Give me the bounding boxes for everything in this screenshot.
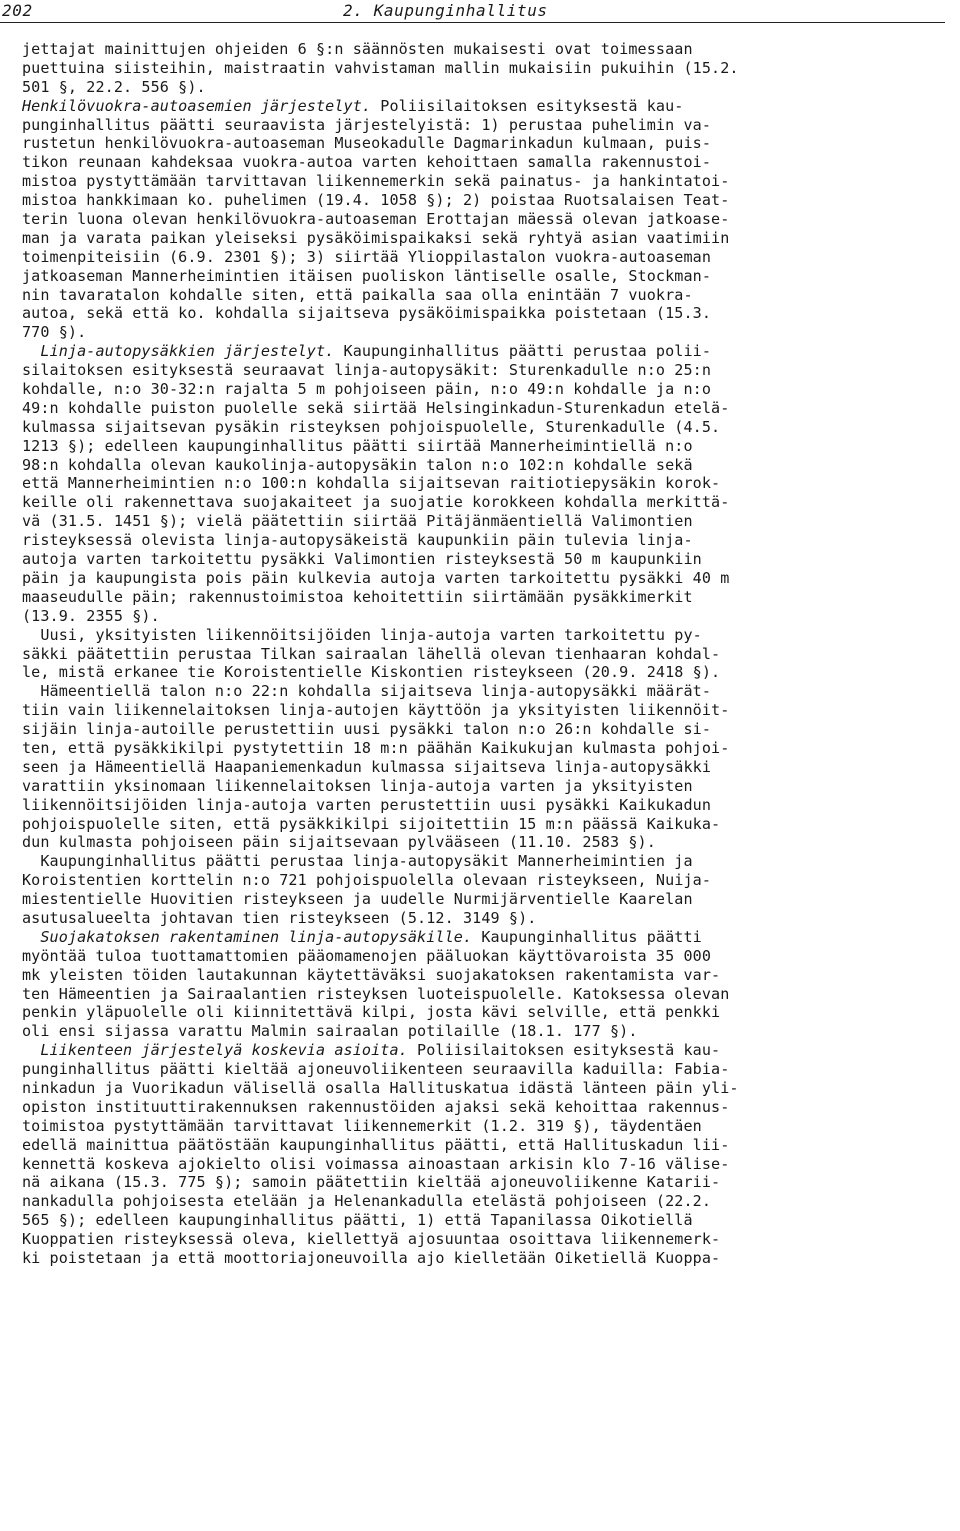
line-text: jettajat mainittujen ohjeiden 6 §:n säännösten mukaisesti ovat toimessaan <box>22 40 693 58</box>
text-line <box>22 97 952 116</box>
line-text: toimistoa pystyttämään tarvittavat liikennemerkit (1.2. 319 §), täydentäen <box>22 1116 702 1135</box>
line-text: ten, että pysäkkikilpi pystytettiin 18 m:n päähän Kaikukujan kulmasta pohjoi- <box>22 738 730 757</box>
line-text: toimenpiteisiin (6.9. 2301 §); 3) siirtää Ylioppilastalon vuokra-autoaseman <box>22 247 712 266</box>
text-line <box>22 701 952 720</box>
line-text: Kuoppatien risteyksessä oleva, kiellettyä ajosuuntaa osoittava liikennemerk- <box>22 1230 721 1249</box>
line-text: Uusi, yksityisten liikennöitsijöiden linja-autoja varten tarkoitettu py- <box>22 625 702 644</box>
text-line <box>22 985 952 1004</box>
running-title: 2. Kaupunginhallitus <box>343 1 548 20</box>
text-line <box>22 1173 952 1192</box>
line-text: asutusalueelta johtavan tien risteykseen (5.12. 3149 §). <box>22 908 537 927</box>
text-line <box>22 380 952 399</box>
page-header <box>0 0 945 23</box>
line-text: Poliisilaitoksen esityksestä kau- <box>407 1041 721 1060</box>
line-text: silaitoksen esityksestä seuraavat linja-autopysäkit: Sturenkadulle n:o 25:n <box>22 361 712 380</box>
line-text: dun kulmasta pohjoiseen päin sijaitsevaan pylvääseen (11.10. 2583 §). <box>22 833 656 852</box>
line-text: Kaupunginhallitus päätti perustaa polii- <box>334 342 712 361</box>
text-line <box>22 1079 952 1098</box>
line-text: 501 §, 22.2. 556 §). <box>22 77 206 96</box>
line-text: ten Hämeentien ja Sairaalantien risteyksen luoteispuolelle. Katoksessa olevan <box>22 984 730 1003</box>
text-line <box>22 399 952 418</box>
line-text: mistoa hankkimaan ko. puhelimen (19.4. 1058 §); 2) poistaa Ruotsalaisen Teat- <box>22 191 730 210</box>
text-line <box>22 229 952 248</box>
line-text: nin tavaratalon kohdalle siten, että paikalla saa olla enintään 7 vuokra- <box>22 285 693 304</box>
text-line <box>22 569 952 588</box>
line-text: ninkadun ja Vuorikadun välisellä osalla Hallituskatua idästä länteen päin yli- <box>22 1078 739 1097</box>
text-line <box>22 890 952 909</box>
line-text: puettuina siisteihin, maistraatin vahvistaman mallin mukaisiin pukuihin (15.2. <box>22 58 739 77</box>
text-line <box>22 248 952 267</box>
line-indent <box>22 928 40 946</box>
text-line <box>22 645 952 664</box>
text-line <box>22 512 952 531</box>
text-line <box>22 852 952 871</box>
text-line <box>22 928 952 947</box>
text-line <box>22 153 952 172</box>
line-text: miestentielle Huovitien risteykseen ja uudelle Nurmijärventielle Kaarelan <box>22 890 693 909</box>
text-line <box>22 607 952 626</box>
line-text: kennettä koskeva ajokielto olisi voimassa ainoastaan arkisin klo 7-16 välise- <box>22 1154 730 1173</box>
text-line <box>22 531 952 550</box>
text-line <box>22 871 952 890</box>
text-line <box>22 134 952 153</box>
line-text: jatkoaseman Mannerheimintien itäisen puoliskon läntiselle osalle, Stockman- <box>22 266 712 285</box>
line-text: Poliisilaitoksen esityksestä kau- <box>371 96 684 115</box>
line-text: maaseudulle päin; rakennustoimistoa kehoitettiin siirtämään pysäkkimerkit <box>22 587 693 606</box>
line-text: ki poistetaan ja että moottoriajoneuvoilla ajo kielletään Oiketiellä Kuoppa- <box>22 1249 721 1267</box>
text-line <box>22 626 952 645</box>
line-text: 1213 §); edelleen kaupunginhallitus päätti siirtää Mannerheimintiellä n:o <box>22 436 693 455</box>
line-text: Koroistentien korttelin n:o 721 pohjoispuolella olevaan risteykseen, Nuija- <box>22 871 712 890</box>
line-text: Kaupunginhallitus päätti <box>472 927 702 946</box>
text-line <box>22 909 952 928</box>
line-text: myöntää tuloa tuottamattomien pääomamenojen pääluokan käyttövaroista 35 000 <box>22 946 712 965</box>
line-indent <box>22 342 40 360</box>
text-line <box>22 323 952 342</box>
text-line <box>22 361 952 380</box>
text-line <box>22 739 952 758</box>
section-heading: Linja-autopysäkkien järjestelyt. <box>40 342 335 361</box>
text-line <box>22 59 952 78</box>
line-text: seen ja Hämeentiellä Haapaniemenkadun kulmassa sijaitseva linja-autopysäkki <box>22 757 712 776</box>
section-heading: Suojakatoksen rakentaminen linja-autopysäkille. <box>40 927 473 946</box>
text-line <box>22 777 952 796</box>
body-text <box>22 40 952 1268</box>
line-text: autoa, sekä että ko. kohdalla sijaitseva pysäköimispaikka poistetaan (15.3. <box>22 304 712 323</box>
text-line <box>22 1192 952 1211</box>
text-line <box>22 815 952 834</box>
text-line <box>22 966 952 985</box>
text-line <box>22 588 952 607</box>
section-heading: Henkilövuokra-autoasemien järjestelyt. <box>22 96 372 115</box>
line-text: vä (31.5. 1451 §); vielä päätettiin siirtää Pitäjänmäentiellä Valimontien <box>22 512 693 531</box>
text-line <box>22 267 952 286</box>
text-line <box>22 40 952 59</box>
line-text: opiston instituuttirakennuksen rakennustöiden ajaksi sekä kehoittaa rakennus- <box>22 1097 730 1116</box>
line-text: 565 §); edelleen kaupunginhallitus päätti, 1) että Tapanilassa Oikotiellä <box>22 1211 693 1230</box>
line-text: 98:n kohdalla olevan kaukolinja-autopysäkin talon n:o 102:n kohdalle sekä <box>22 455 693 474</box>
text-line <box>22 210 952 229</box>
text-line <box>22 418 952 437</box>
text-line <box>22 474 952 493</box>
text-line <box>22 78 952 97</box>
text-line <box>22 116 952 135</box>
line-text: terin luona olevan henkilövuokra-autoaseman Erottajan mäessä olevan jatkoase- <box>22 210 730 229</box>
line-text: nankadulla pohjoisesta etelään ja Helenankadulla etelästä pohjoiseen (22.2. <box>22 1192 712 1211</box>
line-text: rustetun henkilövuokra-autoaseman Museokadulle Dagmarinkadun kulmaan, puis- <box>22 134 712 153</box>
line-text: mk yleisten töiden lautakunnan käytettäväksi suojakatoksen rakentamista var- <box>22 965 721 984</box>
text-line <box>22 1022 952 1041</box>
text-line <box>22 1136 952 1155</box>
text-line <box>22 796 952 815</box>
text-line <box>22 1060 952 1079</box>
text-line <box>22 286 952 305</box>
text-line <box>22 720 952 739</box>
line-text: kohdalle, n:o 30-32:n rajalta 5 m pohjoiseen päin, n:o 49:n kohdalle ja n:o <box>22 380 712 399</box>
line-text: liikennöitsijöiden linja-autoja varten perustettiin uusi pysäkki Kaikukadun <box>22 795 712 814</box>
line-text: (13.9. 2355 §). <box>22 606 160 625</box>
text-line <box>22 1230 952 1249</box>
section-heading: Liikenteen järjestelyä koskevia asioita. <box>40 1041 408 1060</box>
line-text: punginhallitus päätti kieltää ajoneuvoliikenteen seuraavilla kaduilla: Fabia- <box>22 1060 730 1079</box>
line-text: että Mannerheimintien n:o 100:n kohdalla sijaitsevan raitiotiepysäkin korok- <box>22 474 721 493</box>
line-text: 49:n kohdalle puiston puolelle sekä siirtää Helsinginkadun-Sturenkadun etelä- <box>22 398 730 417</box>
line-text: mistoa pystyttämään tarvittavan liikennemerkin sekä painatus- ja hankintatoi- <box>22 172 730 191</box>
text-line <box>22 1117 952 1136</box>
text-line <box>22 342 952 361</box>
text-line <box>22 172 952 191</box>
page-number: 202 <box>2 1 33 20</box>
text-line <box>22 456 952 475</box>
line-text: le, mistä erkanee tie Koroistentielle Kiskontien risteykseen (20.9. 2418 §). <box>22 663 721 682</box>
line-text: tiin vain liikennelaitoksen linja-autojen käyttöön ja yksityisten liikennöit- <box>22 701 730 720</box>
text-line <box>22 1249 952 1268</box>
line-text: penkin yläpuolelle oli kiinnitettävä kilpi, josta kävi selville, että penkki <box>22 1003 721 1022</box>
text-line <box>22 304 952 323</box>
text-line <box>22 833 952 852</box>
line-text: Kaupunginhallitus päätti perustaa linja-autopysäkit Mannerheimintien ja <box>22 852 693 871</box>
text-line <box>22 191 952 210</box>
line-text: man ja varata paikan yleiseksi pysäköimispaikaksi sekä ryhtyä asian vaatimiin <box>22 228 730 247</box>
line-text: nä aikana (15.3. 775 §); samoin päätettiin kieltää ajoneuvoliikenne Katarii- <box>22 1173 721 1192</box>
line-text: varattiin yksinomaan liikennelaitoksen linja-autoja varten ja yksityisten <box>22 776 693 795</box>
line-text: pohjoispuolelle siten, että pysäkkikilpi sijoitettiin 15 m:n päässä Kaikuka- <box>22 814 721 833</box>
line-text: sijäin linja-autoille perustettiin uusi pysäkki talon n:o 26:n kohdalle si- <box>22 720 712 739</box>
line-text: punginhallitus päätti seuraavista järjestelyistä: 1) perustaa puhelimin va- <box>22 115 712 134</box>
line-text: 770 §). <box>22 323 87 342</box>
line-text: risteyksessä olevista linja-autopysäkeistä kaupunkiin päin tulevia linja- <box>22 531 693 550</box>
text-line <box>22 1041 952 1060</box>
line-text: päin ja kaupungista pois päin kulkevia autoja varten tarkoitettu pysäkki 40 m <box>22 568 730 587</box>
text-line <box>22 437 952 456</box>
line-text: säkki päätettiin perustaa Tilkan sairaalan lähellä olevan tienhaaran kohdal- <box>22 644 721 663</box>
line-text: Hämeentiellä talon n:o 22:n kohdalla sijaitseva linja-autopysäkki määrät- <box>22 682 712 701</box>
line-text: autoja varten tarkoitettu pysäkki Valimontien risteyksestä 50 m kaupunkiin <box>22 550 702 569</box>
text-line <box>22 1003 952 1022</box>
text-line <box>22 550 952 569</box>
line-text: tikon reunaan kahdeksaa vuokra-autoa varten kehoittaen samalla rakennustoi- <box>22 153 712 172</box>
text-line <box>22 663 952 682</box>
text-line <box>22 758 952 777</box>
line-text: kulmassa sijaitsevan pysäkin risteyksen pohjoispuolelle, Sturenkadulle (4.5. <box>22 417 721 436</box>
line-indent <box>22 1041 40 1059</box>
text-line <box>22 1211 952 1230</box>
line-text: edellä mainittua päätöstään kaupunginhallitus päätti, että Hallituskadun lii- <box>22 1135 730 1154</box>
text-line <box>22 682 952 701</box>
text-line <box>22 1155 952 1174</box>
text-line <box>22 1098 952 1117</box>
line-text: oli ensi sijassa varattu Malmin sairaalan potilaille (18.1. 177 §). <box>22 1022 638 1041</box>
text-line <box>22 947 952 966</box>
line-text: keille oli rakennettava suojakaiteet ja suojatie korokkeen kohdalla merkittä- <box>22 493 730 512</box>
text-line <box>22 493 952 512</box>
